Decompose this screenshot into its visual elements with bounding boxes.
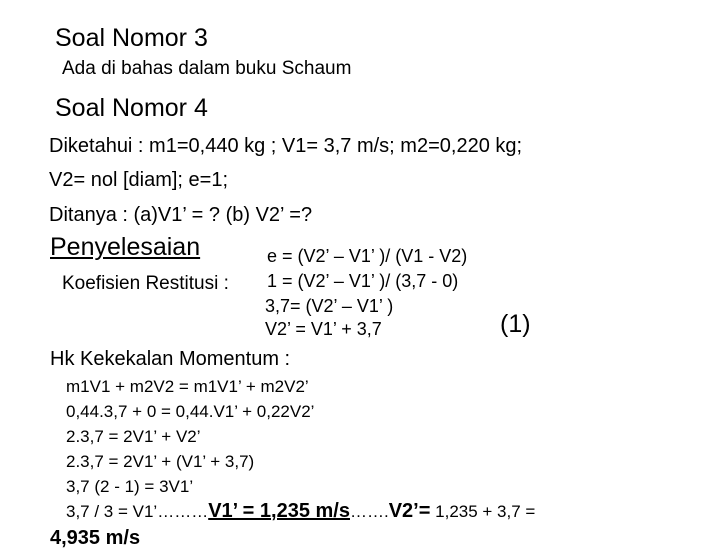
solution-heading: Penyelesaian [50, 233, 201, 261]
q3-note: Ada di bahas dalam buku Schaum [62, 58, 352, 79]
q3-heading: Soal Nomor 3 [55, 24, 208, 52]
final-v2-label: V2’= [388, 500, 431, 522]
momentum-line: 3,7 (2 - 1) = 3V1’ [66, 477, 194, 496]
restitution-label: Koefisien Restitusi : [62, 273, 229, 294]
final-prefix: 3,7 / 3 = V1’……… [66, 502, 209, 521]
momentum-line: 0,44.3,7 + 0 = 0,44.V1’ + 0,22V2’ [66, 402, 315, 421]
final-v2-result: 4,935 m/s [50, 527, 141, 549]
given-line-1: Diketahui : m1=0,440 kg ; V1= 3,7 m/s; m2=0,220 kg; [49, 135, 523, 157]
final-result-line [66, 501, 535, 521]
final-v2-expression: 1,235 + 3,7 = [430, 502, 536, 521]
asked-line: Ditanya : (a)V1’ = ? (b) V2’ =? [49, 204, 313, 226]
momentum-line: 2.3,7 = 2V1’ + (V1’ + 3,7) [66, 452, 255, 471]
momentum-heading: Hk Kekekalan Momentum : [50, 348, 291, 370]
given-line-2: V2= nol [diam]; e=1; [49, 169, 229, 191]
restitution-eq-2: 1 = (V2’ – V1’ )/ (3,7 - 0) [267, 271, 459, 291]
q4-heading: Soal Nomor 4 [55, 94, 208, 122]
final-v1-result: V1’ = 1,235 m/s [208, 500, 350, 522]
momentum-line: 2.3,7 = 2V1’ + V2’ [66, 427, 201, 446]
momentum-line: m1V1 + m2V2 = m1V1’ + m2V2’ [66, 377, 309, 396]
restitution-eq-1: e = (V2’ – V1’ )/ (V1 - V2) [267, 246, 468, 266]
restitution-eq-4: V2’ = V1’ + 3,7 [265, 319, 382, 339]
final-dots: ……. [349, 502, 389, 521]
equation-number: (1) [500, 310, 531, 338]
restitution-eq-3: 3,7= (V2’ – V1’ ) [265, 296, 394, 316]
